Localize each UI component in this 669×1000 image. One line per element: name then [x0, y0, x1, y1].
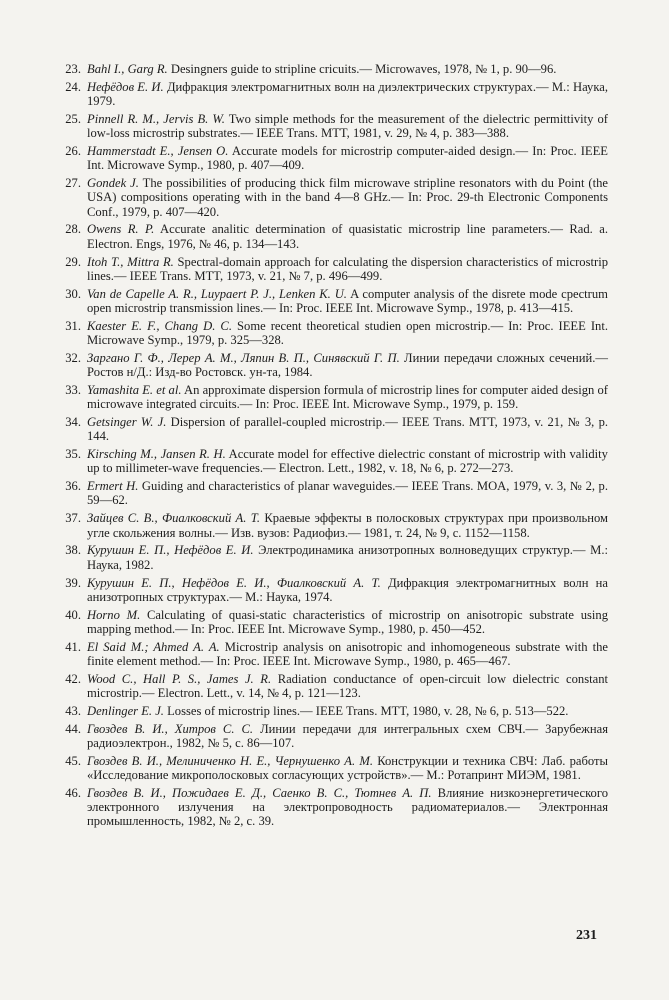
reference-number: 23.: [65, 62, 81, 76]
reference-authors: Denlinger E. J.: [87, 703, 164, 718]
reference-item: [62, 383, 608, 411]
reference-number: 32.: [65, 350, 81, 365]
reference-number: 36.: [65, 479, 81, 494]
reference-authors: Гвоздев В. И., Хитров С. С.: [87, 721, 254, 736]
reference-item: [62, 287, 608, 315]
reference-authors: Зайцев С. В., Фиалковский А. Т.: [87, 511, 261, 526]
reference-authors: Ermert H.: [87, 479, 139, 494]
reference-number: 33.: [65, 382, 81, 397]
reference-authors: Курушин Е. П., Нефёдов Е. И., Фиалковский А. Т.: [87, 575, 381, 590]
reference-number: 27.: [65, 176, 81, 191]
reference-authors: Getsinger W. J.: [87, 415, 167, 430]
reference-text: Spectral-domain approach for calculating the dispersion characteristics of microstrip lines.— IEEE Trans. MTT, 1973, v. 21, № 7, p. 496—499.: [87, 254, 608, 283]
reference-item: [62, 415, 608, 443]
reference-number: 44.: [65, 721, 81, 736]
reference-number: 24.: [65, 79, 81, 94]
reference-authors: Van de Capelle A. R., Luypaert P. J., Lenken K. U.: [87, 286, 347, 301]
reference-item: [62, 786, 608, 829]
reference-authors: Курушин Е. П., Нефёдов Е. И.: [87, 543, 254, 558]
reference-text: Dispersion of parallel-coupled microstrip.— IEEE Trans. MTT, 1973, v. 21, № 3, p. 144.: [87, 415, 609, 444]
reference-text: Краевые эффекты в полосковых структурах при произвольном угле скольжения волны.— Изв. вузов: Радиофиз.— 1981, т. 24, № 9, с. 1152—1158.: [87, 511, 608, 540]
reference-authors: Гвоздев В. И., Пожидаев Е. Д., Саенко В. С., Тютнев А. П.: [87, 785, 432, 800]
page-number: 231: [576, 928, 597, 943]
reference-list: [62, 62, 608, 832]
reference-text: Accurate models for microstrip computer-aided design.— In: Proc. IEEE Int. Microwave Symp., 1980, p. 407—409.: [87, 144, 608, 173]
reference-number: 25.: [65, 111, 81, 126]
reference-authors: Pinnell R. M., Jervis B. W.: [87, 111, 225, 126]
reference-number: 42.: [65, 671, 81, 686]
reference-text: Электродинамика анизотропных волноведущих структур.— М.: Наука, 1982.: [87, 543, 608, 572]
reference-authors: Horno M.: [87, 607, 141, 622]
reference-text: A computer analysis of the disrete mode cpectrum open microstrip transmission lines.— In: Proc. IEEE Int. Microwave Symp., 1978, p. 413—415.: [87, 286, 608, 315]
reference-number: 41.: [65, 639, 81, 654]
reference-authors: Гвоздев В. И., Мелиниченко Н. Е., Чернушенко А. М.: [87, 753, 373, 768]
reference-authors: Bahl I., Garg R.: [87, 62, 168, 76]
reference-text: Microstrip analysis on anisotropic and inhomogeneous substrate with the finite element method.— In: Proc. IEEE Int. Microwave Symp., 1980, p. 465—467.: [87, 639, 608, 668]
reference-number: 29.: [65, 254, 81, 269]
reference-number: 30.: [65, 286, 81, 301]
reference-text: Accurate analitic determination of quasistatic microstrip line parameters.— Rad. a. Electron. Engs, 1976, № 46, p. 134—143.: [87, 222, 608, 251]
reference-item: [62, 511, 608, 539]
reference-item: [62, 543, 608, 571]
reference-text: Desingners guide to stripline cricuits.— Microwaves, 1978, № 1, p. 90—96.: [170, 62, 557, 76]
reference-number: 34.: [65, 415, 81, 430]
reference-text: Линии передачи сложных сечений.— Ростов н/Д.: Изд-во Ростовск. ун-та, 1984.: [87, 350, 608, 380]
reference-number: 40.: [65, 607, 81, 622]
reference-text: Calculating of quasi-static characteristics of microstrip on anisotropic substrate using mapping method.— In: Proc. IEEE Int. Microwave Symp., 1980, p. 450—452.: [87, 607, 608, 636]
reference-text: Линии передачи для интегральных схем СВЧ.— Зарубежная радиоэлектрон., 1982, № 5, с. 86—107.: [87, 721, 608, 750]
reference-authors: Owens R. P.: [87, 222, 155, 237]
reference-number: 28.: [65, 222, 81, 237]
reference-authors: El Said M.; Ahmed A. A.: [87, 639, 220, 654]
reference-item: [62, 479, 608, 507]
reference-item: [62, 222, 608, 250]
reference-authors: Kaester E. F., Chang D. C.: [87, 318, 232, 333]
reference-text: Влияние низкоэнергетического электронного излучения на электропроводность радиоматериалов.— Электронная промышленность, 1982, № 2, с. 39.: [87, 785, 608, 829]
reference-text: Конструкции и техника СВЧ: Лаб. работы «Исследование микрополосковых согласующих устройств».— М.: Ротапринт МИЭМ, 1981.: [87, 753, 608, 783]
reference-number: 26.: [65, 144, 81, 159]
reference-text: Guiding and characteristics of planar waveguides.— IEEE Trans. MOA, 1979, v. 3, № 2, p. 59—62.: [87, 479, 608, 508]
reference-item: [62, 176, 608, 219]
reference-number: 31.: [65, 318, 81, 333]
reference-item: [62, 351, 608, 379]
reference-authors: Kirsching M., Jansen R. H.: [87, 447, 226, 462]
reference-authors: Wood C., Hall P. S., James J. R.: [87, 671, 272, 686]
reference-text: The possibilities of producing thick film microwave stripline resonators with du Point (the USA) compositions operating with in the band 4—8 GHz.— In: Proc. 29-th Electronic Components Conf., 1979, p. 407—420.: [87, 176, 609, 219]
reference-item: [62, 640, 608, 668]
reference-item: [62, 319, 608, 347]
reference-authors: Нефёдов Е. И.: [87, 79, 164, 94]
reference-authors: Gondek J.: [87, 176, 139, 191]
reference-item: [62, 608, 608, 636]
reference-item: [62, 112, 608, 140]
reference-number: 43.: [65, 703, 81, 718]
reference-item: [62, 754, 608, 782]
reference-item: [62, 255, 608, 283]
reference-number: 45.: [65, 753, 81, 768]
reference-item: [62, 704, 608, 718]
reference-text: An approximate dispersion formula of microstrip lines for computer aided design of microwave integrated circuits.— In: Proc. IEEE Int. Microwave Symp., 1979, p. 159.: [87, 382, 608, 412]
reference-item: [62, 447, 608, 475]
reference-number: 46.: [65, 785, 81, 800]
reference-text: Some recent theoretical studien open microstrip.— In: Proc. IEEE Int. Microwave Symp., 1979, p. 325—328.: [87, 318, 608, 347]
reference-authors: Заргано Г. Ф., Лерер А. М., Ляпин В. П., Синявский Г. П.: [87, 350, 400, 365]
reference-item: [62, 672, 608, 700]
reference-number: 38.: [65, 543, 81, 558]
reference-authors: Yamashita E. et al.: [87, 382, 182, 397]
reference-number: 35.: [65, 447, 81, 462]
reference-item: [62, 722, 608, 750]
reference-item: [62, 62, 608, 76]
reference-authors: Hammerstadt E., Jensen O.: [87, 144, 229, 159]
reference-text: Losses of microstrip lines.— IEEE Trans. MTT, 1980, v. 28, № 6, p. 513—522.: [167, 703, 569, 718]
reference-text: Accurate model for effective dielectric constant of microstrip with validity up to millimeter-wave frequencies.— Electron. Lett., 1982, v. 18, № 6, p. 272—273.: [87, 447, 608, 476]
reference-number: 39.: [65, 575, 81, 590]
reference-text: Дифракция электромагнитных волн на диэлектрических структурах.— М.: Наука, 1979.: [87, 79, 608, 109]
reference-text: Two simple methods for the measurement of the dielectric permittivity of low-loss microstrip substrates.— IEEE Trans. MTT, 1981, v. 29, № 4, p. 383—388.: [87, 111, 608, 141]
reference-item: [62, 144, 608, 172]
reference-text: Radiation conductance of open-circuit low dielectric constant microstrip.— Electron. Lett., v. 14, № 4, p. 121—123.: [87, 671, 608, 700]
reference-authors: Itoh T., Mittra R.: [87, 254, 174, 269]
reference-item: [62, 576, 608, 604]
reference-number: 37.: [65, 511, 81, 526]
reference-text: Дифракция электромагнитных волн на анизотропных структурах.— М.: Наука, 1974.: [87, 575, 608, 604]
reference-item: [62, 80, 608, 108]
